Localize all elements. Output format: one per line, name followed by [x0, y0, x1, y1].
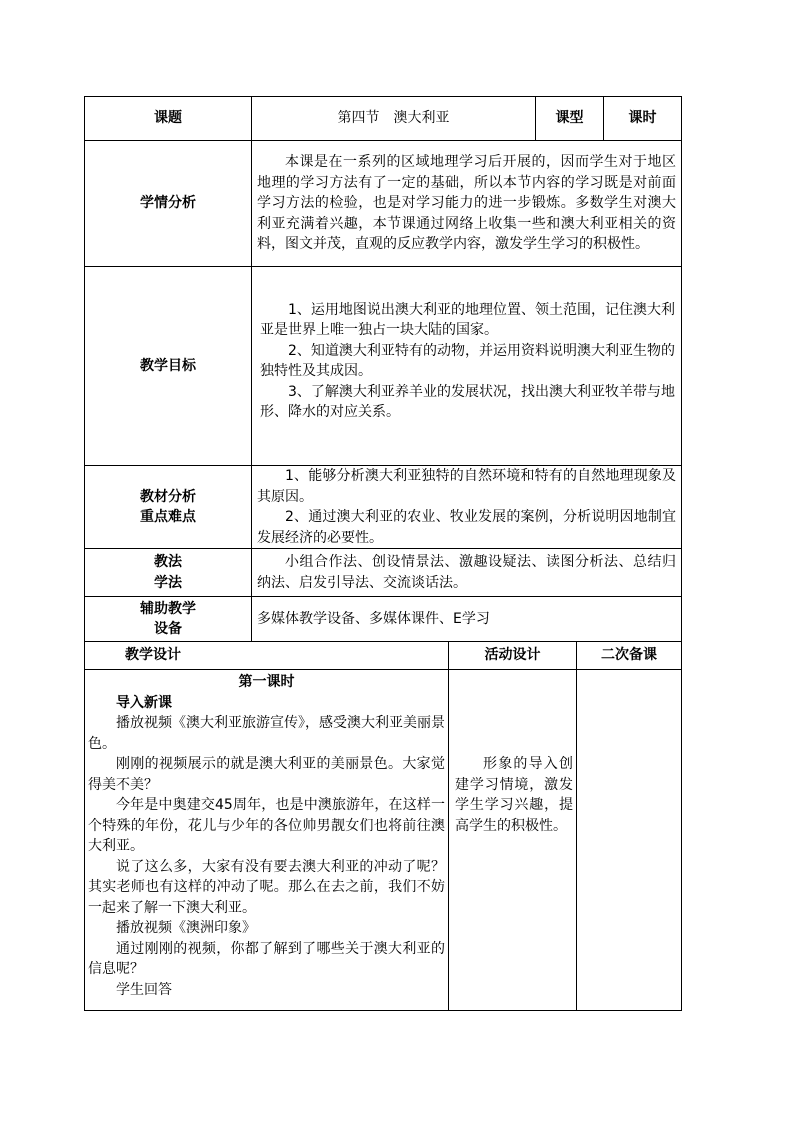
design-paragraph: 说了这么多，大家有没有要去澳大利亚的冲动了呢？其实老师也有这样的冲动了呢。那么在去之前，我们不妨一起来了解一下澳大利亚。	[88, 858, 445, 916]
activity-text: 形象的导入创建学习情境，激发学生学习兴趣，提高学生的积极性。	[455, 756, 573, 834]
design-paragraph: 通过刚刚的视频，你都了解到了哪些关于澳大利亚的信息呢？	[88, 940, 445, 977]
equipment-row	[85, 597, 682, 642]
analysis-label: 学情分析	[85, 141, 252, 267]
goal-item: 2、知道澳大利亚特有的动物，并运用资料说明澳大利亚生物的独特性及其成因。	[260, 342, 675, 379]
methods-row	[85, 549, 682, 597]
second-prep-column-header: 二次备课	[577, 642, 682, 670]
methods-label-line1: 教法	[154, 554, 182, 570]
material-label	[85, 466, 252, 549]
goal-item: 1、运用地图说出澳大利亚的地理位置、领土范围，记住澳大利亚是世界上唯一独占一块大陆的国家。	[260, 301, 675, 338]
methods-label	[85, 549, 252, 597]
lesson-type-label: 课型	[536, 97, 604, 141]
topic-value: 第四节 澳大利亚	[252, 97, 536, 141]
topic-label: 课题	[85, 97, 252, 141]
analysis-text: 本课是在一系列的区域地理学习后开展的，因而学生对于地区地理的学习方法有了一定的基础，所以本节内容的学习既是对前面学习方法的检验，也是对学习能力的进一步锻炼。多数学生对澳大利亚充满着兴趣，本节课通过网络上收集一些和澳大利亚相关的资料，图文并茂，直观的反应教学内容，激发学生学习的积极性。	[257, 154, 676, 253]
equipment-label	[85, 597, 252, 642]
design-content	[85, 670, 449, 1011]
topic-row	[85, 97, 682, 141]
equipment-label-line2: 设备	[154, 621, 182, 637]
analysis-row	[85, 141, 682, 267]
methods-label-line2: 学法	[154, 574, 182, 591]
material-label-line2: 重点难点	[140, 509, 196, 525]
goal-item: 3、了解澳大利亚养羊业的发展状况，找出澳大利亚牧羊带与地形、降水的对应关系。	[260, 383, 675, 420]
design-column-header: 教学设计	[85, 642, 449, 670]
lesson-hours-label: 课时	[604, 97, 682, 141]
design-header-row	[85, 642, 682, 670]
lesson-design-table	[84, 641, 682, 1011]
design-paragraph: 播放视频《澳大利亚旅游宣传》，感受澳大利亚美丽景色。	[88, 715, 445, 752]
lesson-info-table	[84, 96, 682, 642]
activity-column-header: 活动设计	[449, 642, 577, 670]
design-paragraph: 播放视频《澳洲印象》	[116, 920, 256, 936]
equipment-label-line1: 辅助教学	[140, 600, 196, 617]
material-row	[85, 466, 682, 549]
activity-cell	[449, 670, 577, 1011]
material-item: 2、通过澳大利亚的农业、牧业发展的案例，分析说明因地制宜发展经济的必要性。	[257, 509, 676, 546]
design-body-row	[85, 670, 682, 1011]
goals-label: 教学目标	[85, 267, 252, 466]
lesson-plan-sheet	[84, 96, 681, 1011]
material-item: 1、能够分析澳大利亚独特的自然环境和特有的自然地理现象及其原因。	[257, 468, 676, 505]
equipment-text: 多媒体教学设备、多媒体课件、E学习	[252, 597, 682, 642]
methods-text: 小组合作法、创设情景法、激趣设疑法、读图分析法、总结归纳法、启发引导法、交流谈话法。	[257, 554, 676, 591]
design-paragraph: 刚刚的视频展示的就是澳大利亚的美丽景色。大家觉得美不美？	[88, 756, 445, 793]
design-paragraph: 今年是中奥建交45周年，也是中澳旅游年，在这样一个特殊的年份，花儿与少年的各位帅男靓女们也将前往澳大利亚。	[88, 797, 445, 854]
design-paragraph: 学生回答	[116, 981, 172, 998]
second-prep-cell	[577, 670, 682, 1011]
material-label-line1: 教材分析	[140, 488, 196, 505]
lesson-title: 第一课时	[238, 674, 295, 690]
intro-title: 导入新课	[116, 694, 172, 711]
goals-row	[85, 267, 682, 466]
